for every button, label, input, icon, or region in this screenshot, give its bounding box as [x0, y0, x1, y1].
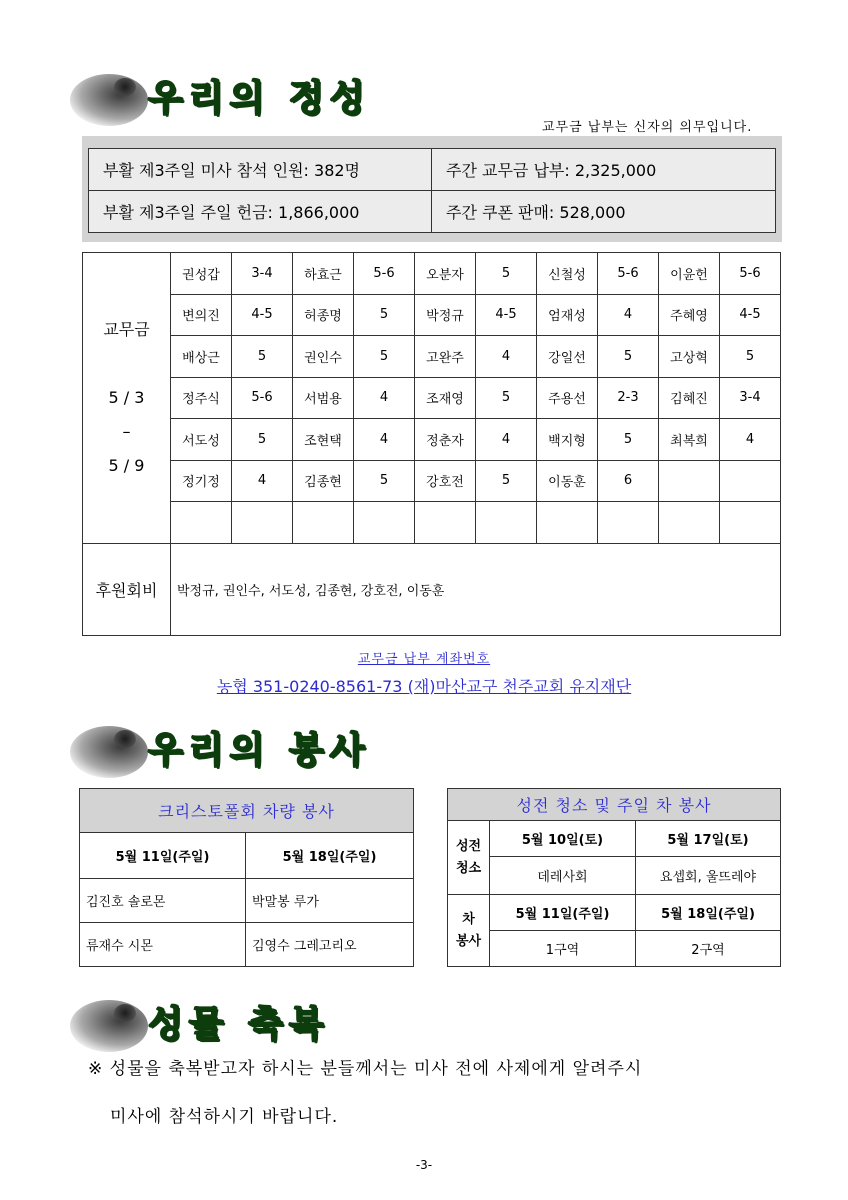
parishioner-name: 이윤헌: [659, 253, 720, 295]
paid-months: 5: [232, 419, 293, 461]
car-date-2: 5월 18일(주일): [636, 895, 781, 931]
dues-row: [83, 336, 781, 378]
blessing-notice-line-2: 미사에 참석하시기 바랍니다.: [110, 1107, 339, 1127]
parishioner-name: 강호전: [415, 460, 476, 502]
parishioner-name: 백지형: [537, 419, 598, 461]
dues-date-to: 5 / 9: [108, 455, 145, 475]
paid-months: 6: [598, 460, 659, 502]
dues-payment-table: [82, 252, 781, 636]
service-section-title: 우리의 봉사: [148, 730, 371, 771]
paid-months: [720, 502, 781, 544]
paid-months: 5: [598, 336, 659, 378]
parishioner-name: 주용선: [537, 377, 598, 419]
account-number: 농협 351-0240-8561-73 (재)마산교구 천주교회 유지재단: [216, 677, 632, 696]
decorative-blob-icon: [70, 726, 148, 778]
paid-months: 3-4: [232, 253, 293, 295]
service-section-heading: [70, 720, 390, 780]
blessing-section-title: 성물 축복: [148, 1004, 330, 1045]
paid-months: 4-5: [232, 294, 293, 336]
paid-months: 4: [476, 336, 537, 378]
vehicle-service-table: [79, 788, 414, 967]
dues-date-from: 5 / 3: [108, 387, 145, 407]
vehicle-date-1: 5월 11일(주일): [80, 833, 246, 879]
parishioner-name: [659, 502, 720, 544]
parishioner-name: 박정규: [415, 294, 476, 336]
paid-months: [232, 502, 293, 544]
parishioner-name: 최복희: [659, 419, 720, 461]
dues-row: [83, 253, 781, 295]
vehicle-service-title: 크리스토폴회 차량 봉사: [80, 789, 414, 833]
parishioner-name: [293, 502, 354, 544]
paid-months: 4-5: [476, 294, 537, 336]
parishioner-name: 이동훈: [537, 460, 598, 502]
paid-months: 5-6: [232, 377, 293, 419]
vehicle-volunteer: 류재수 시몬: [80, 923, 246, 967]
parishioner-name: 권인수: [293, 336, 354, 378]
paid-months: [476, 502, 537, 544]
cleaning-group-1: 데레사회: [490, 857, 636, 895]
parishioner-name: [171, 502, 232, 544]
dues-obligation-note: 교무금 납부는 신자의 의무입니다.: [542, 120, 753, 135]
paid-months: 5: [476, 253, 537, 295]
parishioner-name: 조현택: [293, 419, 354, 461]
sunday-collection-total: 부활 제3주일 주일 헌금: 1,866,000: [89, 191, 432, 233]
parishioner-name: 김종현: [293, 460, 354, 502]
paid-months: 5: [354, 460, 415, 502]
paid-months: 3-4: [720, 377, 781, 419]
paid-months: 5: [720, 336, 781, 378]
parishioner-name: 서범용: [293, 377, 354, 419]
blessing-notice-line-1: ※ 성물을 축복받고자 하시는 분들께서는 미사 전에 사제에게 알려주시: [88, 1059, 643, 1079]
page-number: -3-: [415, 1158, 433, 1172]
car-group-1: 1구역: [490, 931, 636, 967]
parishioner-name: 주혜영: [659, 294, 720, 336]
parishioner-name: 정주식: [171, 377, 232, 419]
parishioner-name: 강일선: [537, 336, 598, 378]
parishioner-name: [415, 502, 476, 544]
parishioner-name: 허종명: [293, 294, 354, 336]
parishioner-name: [659, 460, 720, 502]
account-label: 교무금 납부 계좌번호: [357, 652, 491, 667]
paid-months: 4: [720, 419, 781, 461]
cleaning-group-2: 요셉회, 울뜨레야: [636, 857, 781, 895]
parishioner-name: 하효근: [293, 253, 354, 295]
paid-months: 5-6: [720, 253, 781, 295]
parishioner-name: 오분자: [415, 253, 476, 295]
parishioner-name: 조재영: [415, 377, 476, 419]
coupon-sales-total: 주간 쿠폰 판매: 528,000: [432, 191, 776, 233]
sponsor-row: [83, 543, 781, 635]
vehicle-volunteer: 김영수 그레고리오: [246, 923, 414, 967]
parishioner-name: 정춘자: [415, 419, 476, 461]
parishioner-name: 김혜진: [659, 377, 720, 419]
dues-row: [83, 502, 781, 544]
sponsor-label: 후원회비: [83, 543, 171, 635]
vehicle-volunteer: 박말봉 루가: [246, 879, 414, 923]
cleaning-date-1: 5월 10일(토): [490, 821, 636, 857]
paid-months: 5: [354, 294, 415, 336]
parishioner-name: 고상혁: [659, 336, 720, 378]
paid-months: 5: [598, 419, 659, 461]
finance-summary-table: [88, 148, 776, 233]
parishioner-name: 엄재성: [537, 294, 598, 336]
weekly-dues-total: 주간 교무금 납부: 2,325,000: [432, 149, 776, 191]
vehicle-volunteer: 김진호 솔로몬: [80, 879, 246, 923]
cleaning-date-2: 5월 17일(토): [636, 821, 781, 857]
cleaning-service-title: 성전 청소 및 주일 차 봉사: [448, 789, 781, 821]
dues-row: [83, 294, 781, 336]
cleaning-service-table: [447, 788, 781, 967]
paid-months: [598, 502, 659, 544]
paid-months: 5: [476, 460, 537, 502]
parishioner-name: [537, 502, 598, 544]
parishioner-name: 고완주: [415, 336, 476, 378]
decorative-blob-icon: [70, 74, 148, 126]
parishioner-name: 배상근: [171, 336, 232, 378]
finance-section-heading: [70, 68, 390, 128]
paid-months: 2-3: [598, 377, 659, 419]
attendance-count: 부활 제3주일 미사 참석 인원: 382명: [89, 149, 432, 191]
paid-months: 5-6: [354, 253, 415, 295]
dues-label: 교무금: [103, 319, 150, 339]
car-date-1: 5월 11일(주일): [490, 895, 636, 931]
paid-months: 4: [476, 419, 537, 461]
dues-date-separator: –: [122, 421, 131, 441]
paid-months: 5: [354, 336, 415, 378]
parishioner-name: 서도성: [171, 419, 232, 461]
dues-row: [83, 460, 781, 502]
parishioner-name: 변의진: [171, 294, 232, 336]
parishioner-name: 권성갑: [171, 253, 232, 295]
blessing-section-heading: [70, 994, 390, 1054]
finance-section-title: 우리의 정성: [148, 78, 371, 119]
paid-months: 5: [476, 377, 537, 419]
dues-label-cell: [83, 253, 171, 544]
decorative-blob-icon: [70, 1000, 148, 1052]
parishioner-name: 정기정: [171, 460, 232, 502]
dues-row: [83, 419, 781, 461]
paid-months: [720, 460, 781, 502]
paid-months: 4: [354, 419, 415, 461]
paid-months: 4: [354, 377, 415, 419]
paid-months: 4: [598, 294, 659, 336]
dues-row: [83, 377, 781, 419]
paid-months: 5: [232, 336, 293, 378]
cleaning-row-label: 성전 청소: [448, 821, 490, 895]
parishioner-name: 신철성: [537, 253, 598, 295]
car-service-row-label: 차 봉사: [448, 895, 490, 967]
car-group-2: 2구역: [636, 931, 781, 967]
paid-months: 4: [232, 460, 293, 502]
paid-months: [354, 502, 415, 544]
sponsor-names: 박정규, 권인수, 서도성, 김종현, 강호전, 이동훈: [171, 543, 781, 635]
vehicle-date-2: 5월 18일(주일): [246, 833, 414, 879]
paid-months: 5-6: [598, 253, 659, 295]
paid-months: 4-5: [720, 294, 781, 336]
